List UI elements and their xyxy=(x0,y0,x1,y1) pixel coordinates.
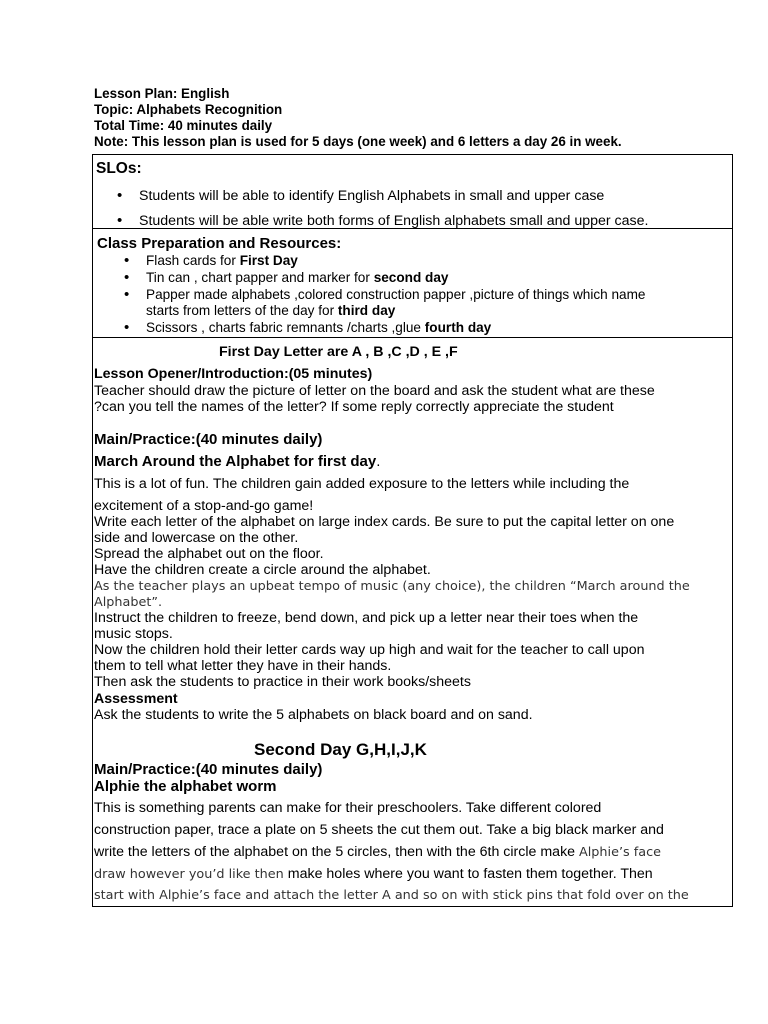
activity-text-line: This is a lot of fun. The children gain added exposure to the letters while including the xyxy=(94,476,630,492)
opener-text-line: ?can you tell the names of the letter? If some reply correctly appreciate the student xyxy=(94,399,614,415)
resource-item-day: fourth day xyxy=(424,320,492,335)
resource-item xyxy=(146,320,491,335)
activity-text-line: Spread the alphabet out on the floor. xyxy=(94,546,324,562)
activity-title: Alphie the alphabet worm xyxy=(94,778,277,795)
activity-text-line: side and lowercase on the other. xyxy=(94,530,299,546)
slos-heading: SLOs: xyxy=(96,160,142,177)
activity-text-line: Then ask the students to practice in their work books/sheets xyxy=(94,674,471,690)
activity-title xyxy=(94,453,380,470)
activity-text-line: construction paper, trace a plate on 5 sheets the cut them out. Take a big black marker and xyxy=(94,822,664,838)
first-day-title: First Day Letter are A , B ,C ,D , E ,F xyxy=(219,344,458,360)
activity-text-gray: draw however you’d like then xyxy=(94,867,288,882)
activity-text-line: Instruct the children to freeze, bend down, and pick up a letter near their toes when the xyxy=(94,610,639,626)
activity-text: write the letters of the alphabet on the 5 circles, then with the 6th circle make xyxy=(94,844,579,860)
second-day-title xyxy=(254,740,427,760)
slo-item: • Students will be able to identify English Alphabets in small and upper case xyxy=(139,188,604,204)
activity-text: make holes where you want to fasten them together. Then xyxy=(287,866,653,882)
slo-item: • Students will be able write both forms of English alphabets small and upper case. xyxy=(139,213,648,229)
activity-text-line: excitement of a stop-and-go game! xyxy=(94,498,314,514)
resource-item-continuation xyxy=(146,303,395,318)
slos-section xyxy=(92,154,733,229)
class-preparation-heading: Class Preparation and Resources: xyxy=(97,235,342,252)
resource-item-text: Scissors , charts fabric remnants /charts ,glue xyxy=(146,320,425,335)
activity-text-gray: Alphie’s face xyxy=(579,845,662,860)
activity-text-line: start with Alphie’s face and attach the letter A and so on with stick pins that fold over on the xyxy=(94,888,689,903)
activity-title-dot: . xyxy=(376,453,381,470)
opener-text-line: Teacher should draw the picture of letter on the board and ask the student what are these xyxy=(94,383,655,399)
main-practice-heading: Main/Practice:(40 minutes daily) xyxy=(94,761,323,778)
assessment-heading: Assessment xyxy=(94,691,178,707)
activity-title-text: March Around the Alphabet for first day xyxy=(94,453,377,470)
lesson-plan-title: Lesson Plan: English xyxy=(94,86,230,101)
activity-text-line: Write each letter of the alphabet on large index cards. Be sure to put the capital letter on one xyxy=(94,514,675,530)
resource-item-day: second day xyxy=(373,270,449,285)
resource-item-text: Tin can , chart papper and marker for xyxy=(146,270,374,285)
lesson-topic: Topic: Alphabets Recognition xyxy=(94,102,283,117)
class-preparation-section xyxy=(92,228,733,338)
activity-text-line: Alphabet”. xyxy=(94,595,163,610)
activity-text-line: This is something parents can make for their preschoolers. Take different colored xyxy=(94,800,602,816)
resource-item-text: starts from letters of the day for xyxy=(146,303,338,318)
resource-item-day: First Day xyxy=(239,253,298,268)
lesson-note: Note: This lesson plan is used for 5 days (one week) and 6 letters a day 26 in week. xyxy=(94,134,622,149)
activity-text-line: music stops. xyxy=(94,626,173,642)
activity-text-line: As the teacher plays an upbeat tempo of music (any choice), the children “March around the xyxy=(94,579,690,594)
resource-item-text: Papper made alphabets ,colored construction papper ,picture of things which name xyxy=(146,287,646,302)
activity-text-line: Have the children create a circle around the alphabet. xyxy=(94,562,431,578)
resource-item-text: Flash cards for xyxy=(146,253,240,268)
lesson-opener-heading: Lesson Opener/Introduction:(05 minutes) xyxy=(94,366,373,382)
assessment-text: Ask the students to write the 5 alphabets on black board and on sand. xyxy=(94,707,533,723)
lesson-header xyxy=(94,86,622,150)
lesson-days-section xyxy=(92,337,733,907)
activity-text-line: Now the children hold their letter cards way up high and wait for the teacher to call upon xyxy=(94,642,645,658)
resource-item xyxy=(146,287,646,302)
resource-item xyxy=(146,253,298,268)
resource-item-day: third day xyxy=(337,303,396,318)
activity-text-line xyxy=(94,866,653,882)
second-day-letters: G,H,I,J,K xyxy=(356,740,427,759)
second-day-label: Second Day xyxy=(254,740,357,759)
activity-text-line xyxy=(94,844,661,860)
resource-item xyxy=(146,270,448,285)
main-practice-heading: Main/Practice:(40 minutes daily) xyxy=(94,431,323,448)
activity-text-line: them to tell what letter they have in their hands. xyxy=(94,658,392,674)
lesson-total-time: Total Time: 40 minutes daily xyxy=(94,118,273,133)
